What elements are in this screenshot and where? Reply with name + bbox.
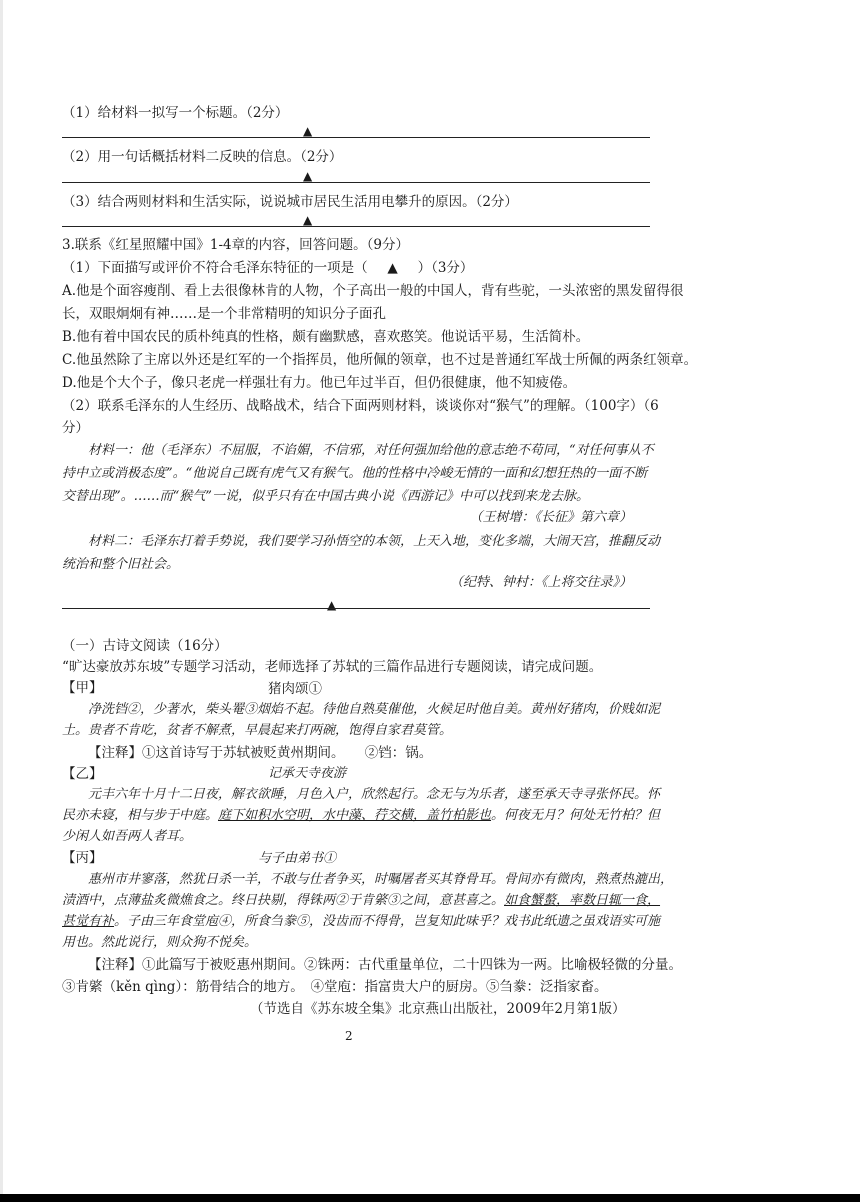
option-a-line1: A.他是个面容瘦削、看上去很像林肯的人物，个子高出一般的中国人，背有些驼，一头浓密的黑发留得很 bbox=[62, 283, 684, 299]
yi-line2 bbox=[62, 807, 660, 825]
question-3-1-suffix: ）（3分） bbox=[417, 260, 474, 276]
bing-title: 与子由弟书① bbox=[258, 851, 337, 866]
option-a-line2: 长，双眼炯炯有神……是一个非常精明的知识分子面孔 bbox=[62, 306, 386, 322]
bing-note2: ③肯綮（kěn qìng）：筋骨结合的地方。 ④堂庖：指富贵大户的厨房。⑤刍豢：泛指家畜。 bbox=[62, 979, 608, 995]
material-2-line1: 材料二：毛泽东打着手势说，我们要学习孙悟空的本领，上天入地，变化多端，大闹天宫，推翻反动 bbox=[88, 534, 661, 549]
question-a1: （1）给材料一拟写一个标题。（2分） bbox=[62, 105, 289, 121]
question-3-1 bbox=[62, 259, 473, 277]
bing-line2 bbox=[62, 892, 660, 910]
material-2-line2: 统治和整个旧社会。 bbox=[62, 557, 180, 572]
jia-line1: 净洗铛②，少著水，柴头罨③烟焰不起。待他自熟莫催他，火候足时他自美。黄州好猪肉，价贱如泥 bbox=[88, 702, 661, 717]
bing-underlined-sentence-b: 甚觉有补 bbox=[62, 914, 115, 929]
answer-line bbox=[62, 608, 650, 609]
bing-line3-b: 。子由三年食堂庖④，所食刍豢⑤，没齿而不得骨，岂复知此味乎？戏书此纸遗之虽戏语实可施 bbox=[114, 914, 661, 929]
jia-title: 猪肉颂① bbox=[268, 681, 322, 697]
option-d: D.他是个大个子，像只老虎一样强壮有力。他已年过半百，但仍很健康，他不知疲倦。 bbox=[62, 375, 577, 391]
page-number: 2 bbox=[345, 1029, 353, 1043]
material-2-source: （纪特、钟村：《上将交往录》） bbox=[449, 575, 632, 590]
answer-marker: ▲ bbox=[303, 169, 313, 183]
yi-title: 记承天寺夜游 bbox=[268, 766, 347, 781]
bing-underlined-sentence-a: 如食蟹螯，率数日辄一食， bbox=[504, 893, 661, 908]
yi-line2-a: 民亦未寝，相与步于中庭。 bbox=[62, 808, 219, 823]
yi-underlined-sentence: 庭下如积水空明，水中藻、荇交横，盖竹柏影也 bbox=[218, 808, 492, 823]
answer-marker: ▲ bbox=[327, 598, 337, 612]
yi-line2-c: 。何夜无月？何处无竹柏？但 bbox=[491, 808, 661, 823]
material-1-line3: 交替出现”。……而“猴气”一说，似乎只有在中国古典小说《西游记》中可以找到来龙去脉。 bbox=[62, 489, 589, 504]
answer-marker: ▲ bbox=[303, 213, 313, 227]
option-b: B.他有着中国农民的质朴纯真的性格，颇有幽默感，喜欢憨笑。他说话平易，生活简朴。 bbox=[62, 329, 590, 345]
material-1-line1: 材料一：他（毛泽东）不屈服，不谄媚，不信邪，对任何强加给他的意志绝不苟同，“对任何事从不 bbox=[88, 443, 654, 458]
bing-label: 【丙】 bbox=[62, 850, 103, 866]
bing-line4: 用也。然此说行，则众狗不悦矣。 bbox=[62, 935, 258, 950]
poetry-heading: （一）古诗文阅读（16分） bbox=[62, 638, 228, 654]
bing-line3 bbox=[62, 913, 660, 931]
material-1-line2: 持中立或消极态度”。“他说自己既有虎气又有猴气。他的性格中冷峻无情的一面和幻想狂热的一面不断 bbox=[62, 466, 648, 481]
jia-label: 【甲】 bbox=[62, 680, 103, 696]
question-3-2-line1: （2）联系毛泽东的人生经历、战略战术，结合下面两则材料，谈谈你对“猴气”的理解。（100字）（6 bbox=[62, 398, 659, 414]
section-3-title: 3.联系《红星照耀中国》1-4章的内容，回答问题。（9分） bbox=[62, 237, 409, 253]
source-citation: （节选自《苏东坡全集》北京燕山出版社，2009年2月第1版） bbox=[250, 1001, 626, 1017]
question-3-2-line2: 分） bbox=[62, 420, 89, 436]
poetry-intro: “旷达豪放苏东坡”专题学习活动，老师选择了苏轼的三篇作品进行专题阅读，请完成问题。 bbox=[62, 659, 603, 675]
answer-line bbox=[62, 137, 650, 138]
question-a3: （3）结合两则材料和生活实际，说说城市居民生活用电攀升的原因。（2分） bbox=[62, 194, 518, 210]
scan-edge bbox=[0, 0, 3, 1202]
bing-note1: 【注释】①此篇写于被贬惠州期间。②铢两：古代重量单位，二十四铢为一两。比喻极轻微的分量。 bbox=[88, 957, 682, 973]
answer-marker: ▲ bbox=[303, 124, 313, 138]
material-1-source: （王树增：《长征》第六章） bbox=[469, 510, 632, 525]
answer-marker: ▲ bbox=[387, 260, 398, 276]
question-3-1-prefix: （1）下面描写或评价不符合毛泽东特征的一项是（ bbox=[62, 260, 368, 276]
bing-line2-a: 渍酒中，点薄盐炙微燋食之。终日抉剔，得铢两②于肯綮③之间，意甚喜之。 bbox=[62, 893, 505, 908]
yi-line1: 元丰六年十月十二日夜，解衣欲睡，月色入户，欣然起行。念无与为乐者，遂至承天寺寻张怀民。怀 bbox=[88, 787, 661, 802]
option-c: C.他虽然除了主席以外还是红军的一个指挥员，他所佩的领章，也不过是普通红军战士所佩的两条红领章。 bbox=[62, 352, 698, 368]
yi-line3: 少闲人如吾两人者耳。 bbox=[62, 829, 193, 844]
bing-line1: 惠州市井寥落，然犹日杀一羊，不敢与仕者争买，时嘱屠者买其脊骨耳。骨间亦有微肉，熟煮热漉出， bbox=[88, 872, 674, 887]
yi-label: 【乙】 bbox=[62, 766, 103, 782]
question-a2: （2）用一句话概括材料二反映的信息。（2分） bbox=[62, 149, 343, 165]
scan-bottom-edge bbox=[0, 1194, 860, 1202]
jia-note: 【注释】①这首诗写于苏轼被贬黄州期间。 ②铛：锅。 bbox=[88, 745, 433, 761]
jia-line2: 土。贵者不肯吃，贫者不解煮，早晨起来打两碗，饱得自家君莫管。 bbox=[62, 723, 453, 738]
answer-line bbox=[62, 182, 650, 183]
answer-line bbox=[62, 226, 650, 227]
